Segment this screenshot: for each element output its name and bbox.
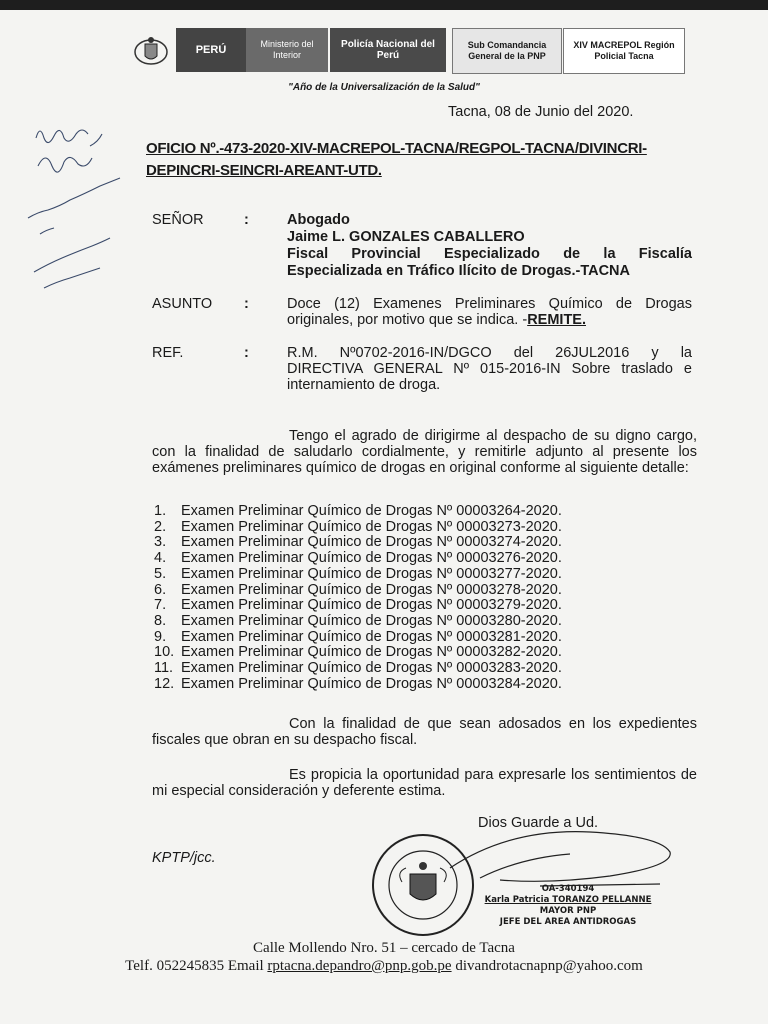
- list-item: [154, 614, 562, 630]
- scan-top-edge: [0, 0, 768, 10]
- list-item: [154, 551, 562, 567]
- item-number: 10.: [154, 644, 175, 661]
- item-number: 2.: [154, 518, 167, 535]
- letterhead-region: XIV MACREPOL Región Policial Tacna: [563, 28, 685, 74]
- recipient-label: SEÑOR: [152, 212, 204, 228]
- item-number: 11.: [154, 660, 174, 677]
- signature-rank: MAYOR PNP: [539, 906, 597, 916]
- reference-colon: :: [244, 345, 249, 361]
- reference-line-2: DIRECTIVA GENERAL Nº 015-2016-IN Sobre traslado e: [287, 361, 692, 377]
- reference-line-1: R.M. Nº0702-2016-IN/DGCO del 26JUL2016 y la: [287, 345, 692, 361]
- letterhead-ministry: Ministerio del Interior: [246, 28, 328, 72]
- item-text: Examen Preliminar Químico de Drogas Nº 00003282-2020.: [181, 644, 562, 661]
- handwritten-note-icon: [20, 100, 140, 300]
- item-text: Examen Preliminar Químico de Drogas Nº 00003277-2020.: [181, 565, 562, 582]
- item-text: Examen Preliminar Químico de Drogas Nº 00003281-2020.: [181, 628, 562, 645]
- letterhead-police: Policía Nacional del Perú: [330, 28, 446, 72]
- police-seal-icon: [370, 832, 476, 938]
- year-motto: "Año de la Universalización de la Salud": [288, 82, 480, 93]
- item-number: 1.: [154, 503, 167, 519]
- letterhead-sub-command: Sub Comandancia General de la PNP: [452, 28, 562, 74]
- item-text: Examen Preliminar Químico de Drogas Nº 00003264-2020.: [181, 503, 562, 519]
- recipient-position-2: Especializada en Tráfico Ilícito de Drogas.-TACNA: [287, 263, 630, 279]
- subject-colon: :: [244, 296, 249, 312]
- item-number: 5.: [154, 565, 167, 582]
- item-text: Examen Preliminar Químico de Drogas Nº 00003279-2020.: [181, 597, 562, 614]
- footer-email-label: Email: [227, 958, 264, 974]
- reference-label: REF.: [152, 345, 184, 361]
- item-text: Examen Preliminar Químico de Drogas Nº 00003273-2020.: [181, 518, 562, 535]
- item-text: Examen Preliminar Químico de Drogas Nº 00003280-2020.: [181, 612, 562, 629]
- list-item: [154, 630, 562, 646]
- subject-block: [287, 296, 692, 328]
- item-number: 3.: [154, 534, 167, 551]
- list-item: [154, 535, 562, 551]
- paragraph-adosados: Con la finalidad de que sean adosados en los expedientes fiscales que obran en su despacho fiscal.: [152, 716, 697, 748]
- list-item: [154, 567, 562, 583]
- list-item: [154, 677, 562, 693]
- closing-salutation: Dios Guarde a Ud.: [478, 815, 599, 831]
- item-text: Examen Preliminar Químico de Drogas Nº 00003283-2020.: [181, 660, 562, 677]
- footer-phone: Telf. 052245835: [125, 958, 225, 974]
- recipient-position-1: Fiscal Provincial Especializado de la Fiscalía: [287, 246, 692, 262]
- list-item: [154, 504, 562, 520]
- coat-of-arms-icon: [128, 28, 174, 72]
- subject-remite: REMITE.: [527, 312, 586, 328]
- footer-contact: [0, 958, 768, 975]
- signature-cip: OA-340194: [541, 884, 595, 894]
- signature-block: [478, 884, 658, 928]
- typist-initials: KPTP/jcc.: [152, 850, 216, 866]
- body-intro: Tengo el agrado de dirigirme al despacho de su digno cargo, con la finalidad de saludarlo cordialmente, y remitirle adjunto al presente los exámenes preliminares químico de drogas en original conforme al siguiente detalle:: [152, 428, 697, 476]
- paragraph-closing-sentiment: Es propicia la oportunidad para expresarle los sentimientos de mi especial consideración y deferente estima.: [152, 767, 697, 799]
- reference-line-3: internamiento de droga.: [287, 377, 441, 393]
- signature-position: JEFE DEL AREA ANTIDROGAS: [499, 917, 637, 927]
- list-item: [154, 645, 562, 661]
- footer-address: Calle Mollendo Nro. 51 – cercado de Tacna: [253, 940, 515, 956]
- footer-email-2[interactable]: divandrotacnapnp@yahoo.com: [455, 958, 643, 974]
- list-item: [154, 661, 562, 677]
- document-date: Tacna, 08 de Junio del 2020.: [448, 104, 634, 120]
- recipient-block: [287, 212, 692, 280]
- item-text: Examen Preliminar Químico de Drogas Nº 00003276-2020.: [181, 550, 562, 567]
- list-item: [154, 598, 562, 614]
- item-number: 6.: [154, 581, 167, 598]
- reference-block: [287, 345, 692, 393]
- item-number: 8.: [154, 612, 167, 629]
- subject-line-2: originales, por motivo que se indica. -: [287, 312, 528, 328]
- item-number: 4.: [154, 550, 167, 567]
- item-text: Examen Preliminar Químico de Drogas Nº 00003278-2020.: [181, 581, 562, 598]
- letterhead-country: PERÚ: [176, 28, 246, 72]
- subject-line-1: Doce (12) Examenes Preliminares Químico de Drogas: [287, 296, 692, 312]
- signature-name: Karla Patricia TORANZO PELLANNE: [484, 895, 652, 905]
- recipient-title: Abogado: [287, 212, 350, 228]
- list-item: [154, 520, 562, 536]
- item-number: 12.: [154, 675, 175, 692]
- list-item: [154, 583, 562, 599]
- item-number: 7.: [154, 597, 167, 614]
- exam-list: [154, 504, 562, 692]
- oficio-reference: OFICIO Nº.-473-2020-XIV-MACREPOL-TACNA/REGPOL-TACNA/DIVINCRI-DEPINCRI-SEINCRI-AREANT-UTD.: [146, 140, 647, 179]
- recipient-name: Jaime L. GONZALES CABALLERO: [287, 229, 525, 245]
- footer-email-1[interactable]: rptacna.depandro@pnp.gob.pe: [267, 958, 452, 974]
- recipient-colon: :: [244, 212, 249, 228]
- subject-label: ASUNTO: [152, 296, 213, 312]
- item-text: Examen Preliminar Químico de Drogas Nº 00003284-2020.: [181, 675, 562, 692]
- item-text: Examen Preliminar Químico de Drogas Nº 00003274-2020.: [181, 534, 562, 551]
- item-number: 9.: [154, 628, 167, 645]
